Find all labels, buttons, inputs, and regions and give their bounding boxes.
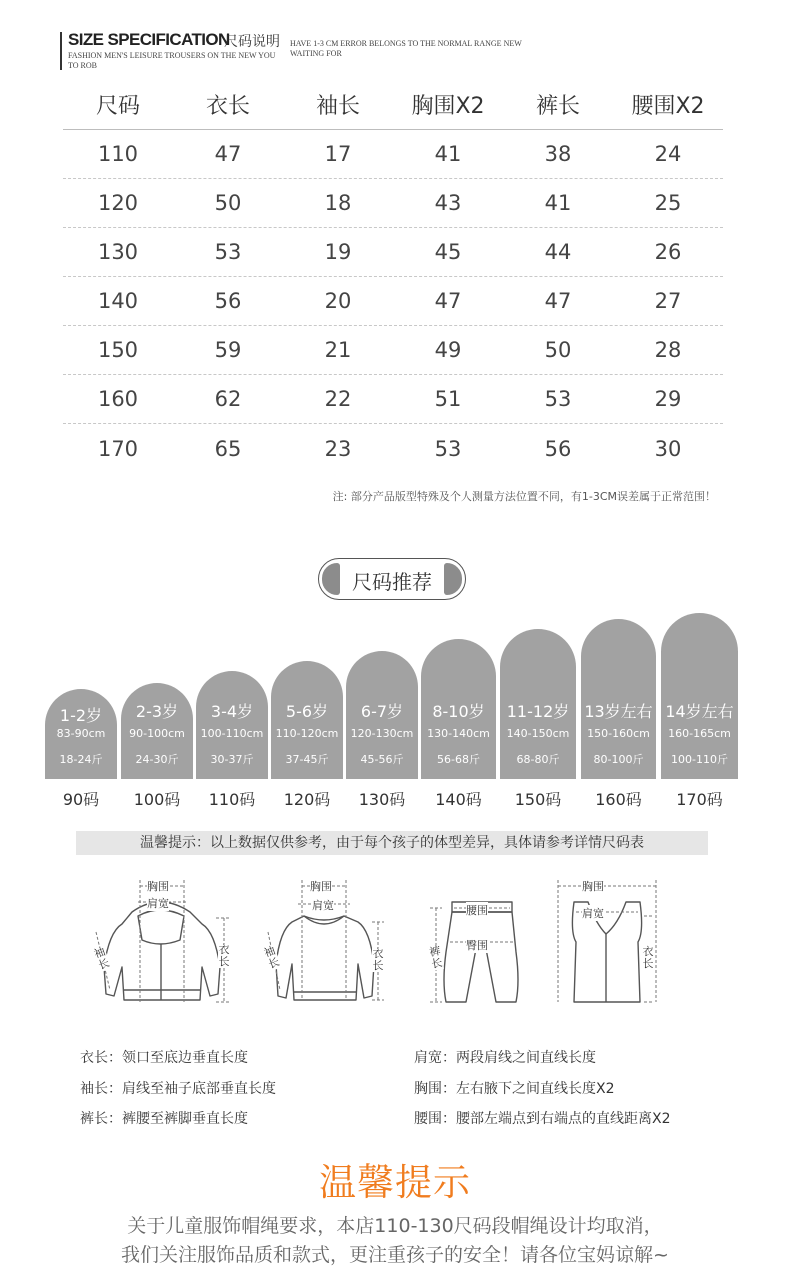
table-cell: 47 <box>214 142 242 166</box>
table-row <box>63 179 723 228</box>
header-subtitle-right: HAVE 1-3 CM ERROR BELONGS TO THE NORMAL RANGE NEW WAITING FOR <box>290 39 522 58</box>
age-height-range: 150-160cm <box>587 727 650 740</box>
table-cell: 41 <box>544 191 572 215</box>
age-label: 8-10岁 <box>432 702 485 721</box>
label-shoulder: 肩宽 <box>147 897 169 910</box>
table-cell: 160 <box>97 387 139 411</box>
table-cell: 140 <box>97 289 139 313</box>
table-cell: 50 <box>214 191 242 215</box>
age-column <box>196 671 268 779</box>
table-header-cell: 尺码 <box>95 94 140 119</box>
definition-sleeve: 袖长：肩线至袖子底部垂直长度 <box>80 1081 276 1097</box>
table-cell: 30 <box>654 436 682 461</box>
table-cell: 53 <box>214 240 242 264</box>
age-label: 2-3岁 <box>135 702 179 721</box>
label-chest: 胸围 <box>147 880 169 893</box>
age-column <box>121 683 193 779</box>
table-cell: 20 <box>324 289 352 313</box>
age-label: 14岁左右 <box>665 702 734 721</box>
definition-shoulder: 肩宽：两段肩线之间直线长度 <box>414 1050 596 1066</box>
age-weight-range: 30-37斤 <box>210 753 254 766</box>
table-row <box>63 130 723 179</box>
table-row <box>63 424 723 473</box>
age-height-range: 100-110cm <box>200 727 264 740</box>
age-label: 6-7岁 <box>360 702 404 721</box>
table-cell: 49 <box>434 338 462 362</box>
age-column <box>346 651 418 779</box>
age-height-range: 160-165cm <box>668 727 731 740</box>
table-row <box>63 228 723 277</box>
measurement-note: 注: 部分产品版型特殊及个人测量方法位置不同，有1-3CM误差属于正常范围！ <box>332 490 716 503</box>
label-waist: 腰围 <box>466 904 488 917</box>
table-cell: 59 <box>214 338 242 362</box>
table-cell: 47 <box>544 289 572 313</box>
table-cell: 44 <box>544 240 572 264</box>
warm-tip-line-2: 我们关注服饰品质和款式，更注重孩子的安全！请各位宝妈谅解~ <box>121 1244 669 1266</box>
table-cell: 56 <box>544 436 572 461</box>
pants-diagram <box>420 872 530 1012</box>
age-label: 1-2岁 <box>59 706 103 725</box>
size-code: 130码 <box>358 790 406 809</box>
definition-waist: 腰围：腰部左端点到右端点的直线距离X2 <box>414 1111 671 1127</box>
table-header-cell: 衣长 <box>205 94 250 119</box>
table-cell: 29 <box>654 387 682 411</box>
size-code: 90码 <box>62 790 100 809</box>
table-row <box>63 277 723 326</box>
table-cell: 65 <box>214 436 242 461</box>
table-cell: 53 <box>434 436 462 461</box>
age-label: 3-4岁 <box>210 702 254 721</box>
header-divider <box>60 32 62 70</box>
age-height-range: 130-140cm <box>427 727 490 740</box>
table-header-cell: 腰围X2 <box>631 94 705 119</box>
header-title-cn: 尺码说明 <box>224 34 280 50</box>
recommend-title-pill <box>318 558 466 600</box>
vest-diagram <box>548 872 668 1012</box>
table-cell: 19 <box>324 240 352 264</box>
size-code: 160码 <box>595 790 642 809</box>
recommend-title: 尺码推荐 <box>352 570 432 594</box>
table-cell: 28 <box>654 338 682 362</box>
table-cell: 25 <box>654 191 682 215</box>
table-cell: 24 <box>654 142 682 166</box>
table-header-cell: 裤长 <box>535 94 580 119</box>
table-cell: 38 <box>544 142 572 166</box>
table-cell: 43 <box>434 191 462 215</box>
table-header-cell: 袖长 <box>315 94 360 119</box>
table-cell: 110 <box>97 142 139 166</box>
label-shoulder: 肩宽 <box>582 907 604 920</box>
table-cell: 56 <box>214 289 242 313</box>
table-cell: 53 <box>544 387 572 411</box>
warm-tip-title: 温馨提示 <box>319 1161 471 1204</box>
table-cell: 23 <box>324 436 352 461</box>
table-body <box>63 130 723 473</box>
label-chest: 胸围 <box>310 880 332 893</box>
age-column <box>421 639 496 779</box>
age-column <box>271 661 343 779</box>
age-weight-range: 24-30斤 <box>135 753 179 766</box>
age-weight-range: 68-80斤 <box>516 753 560 766</box>
table-cell: 27 <box>654 289 682 313</box>
label-pants-length: 裤长 <box>428 944 444 971</box>
hoodie-diagram <box>80 872 240 1012</box>
label-length: 衣长 <box>372 947 384 972</box>
size-table <box>63 80 723 473</box>
table-header-cell: 胸围X2 <box>411 94 485 119</box>
table-cell: 62 <box>214 387 242 411</box>
size-code: 120码 <box>283 790 331 809</box>
definition-pants-length: 裤长：裤腰至裤脚垂直长度 <box>80 1111 248 1127</box>
tip-bar: 温馨提示：以上数据仅供参考，由于每个孩子的体型差异，具体请参考详情尺码表 <box>76 831 708 855</box>
spec-header <box>60 30 540 70</box>
size-code: 140码 <box>435 790 482 809</box>
age-weight-range: 100-110斤 <box>671 753 728 766</box>
age-column <box>581 619 656 779</box>
table-cell: 26 <box>654 240 682 264</box>
label-hip: 臀围 <box>466 939 488 952</box>
size-code: 110码 <box>208 790 256 809</box>
header-title: SIZE SPECIFICATION <box>68 30 230 49</box>
label-length: 衣长 <box>642 945 654 970</box>
age-label: 13岁左右 <box>584 702 653 721</box>
header-subtitle-left: FASHION MEN'S LEISURE TROUSERS ON THE NEW YOU TO ROB <box>68 51 276 70</box>
size-code: 100码 <box>133 790 181 809</box>
table-cell: 170 <box>97 436 139 461</box>
definition-length: 衣长：领口至底边垂直长度 <box>80 1050 248 1066</box>
table-cell: 21 <box>324 338 352 362</box>
table-cell: 22 <box>324 387 352 411</box>
table-cell: 150 <box>97 338 139 362</box>
age-weight-range: 37-45斤 <box>285 753 329 766</box>
age-height-range: 110-120cm <box>275 727 339 740</box>
age-label: 5-6岁 <box>285 702 329 721</box>
table-cell: 51 <box>434 387 462 411</box>
warm-tip-line-1: 关于儿童服饰帽绳要求，本店110-130尺码段帽绳设计均取消， <box>127 1215 663 1237</box>
age-height-range: 140-150cm <box>506 727 570 740</box>
table-row <box>63 375 723 424</box>
age-weight-range: 45-56斤 <box>360 753 404 766</box>
table-cell: 41 <box>434 142 462 166</box>
table-cell: 130 <box>97 240 139 264</box>
table-cell: 47 <box>434 289 462 313</box>
table-row <box>63 326 723 375</box>
vest-icon <box>548 872 668 1012</box>
label-sleeve: 袖长 <box>92 944 112 973</box>
age-weight-range: 18-24斤 <box>59 753 103 766</box>
age-column <box>661 613 738 779</box>
definition-chest: 胸围：左右腋下之间直线长度X2 <box>414 1081 615 1097</box>
table-cell: 17 <box>324 142 352 166</box>
table-cell: 45 <box>434 240 462 264</box>
age-height-range: 120-130cm <box>350 727 414 740</box>
label-length: 衣长 <box>218 943 230 968</box>
label-chest: 胸围 <box>582 880 604 893</box>
table-cell: 50 <box>544 338 572 362</box>
table-cell: 18 <box>324 191 352 215</box>
label-sleeve: 袖长 <box>262 943 282 972</box>
label-shoulder: 肩宽 <box>312 899 334 912</box>
age-height-range: 83-90cm <box>56 727 106 740</box>
size-code: 150码 <box>514 790 562 809</box>
age-height-range: 90-100cm <box>129 727 185 740</box>
age-column <box>500 629 576 779</box>
age-weight-range: 80-100斤 <box>593 753 644 766</box>
table-header-row <box>63 80 723 130</box>
sweatshirt-diagram <box>258 872 398 1012</box>
size-code: 170码 <box>676 790 723 809</box>
age-weight-range: 56-68斤 <box>437 753 480 766</box>
age-column <box>45 689 117 779</box>
age-label: 11-12岁 <box>506 702 570 721</box>
table-cell: 120 <box>97 191 139 215</box>
